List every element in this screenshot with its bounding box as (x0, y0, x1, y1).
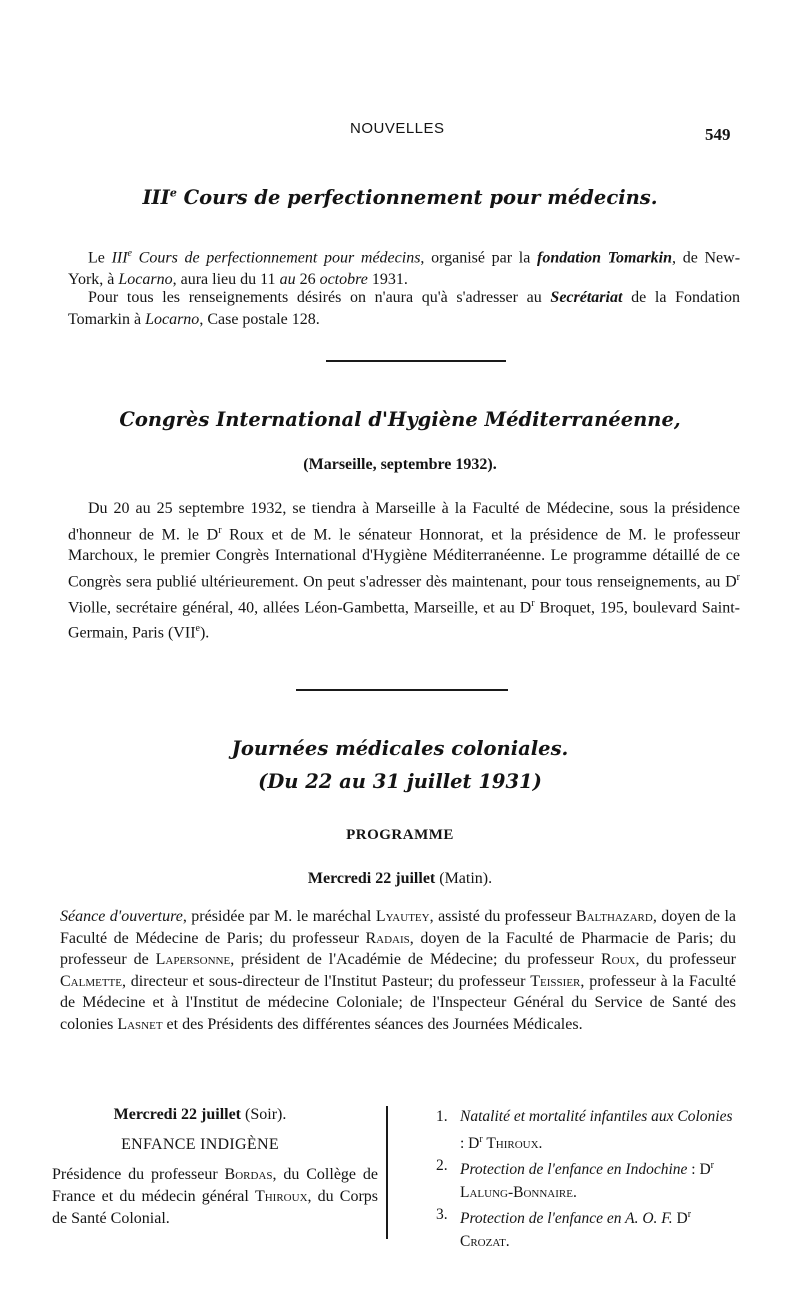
day-heading-soir: Mercredi 22 juillet (Soir). (113, 1106, 287, 1123)
section-title-journees: Journées médicales coloniales. (231, 737, 569, 760)
paragraph-seance: Séance d'ouverture, présidée par M. le maréchal Lyautey, assisté du professeur Balthazard, doyen de la Faculté de Médecine de Paris; du professeur Radais, doyen de la Faculté de Pharmacie de Paris; du professeur de Lapersonne, président de l'Académie de Médecine; du professeur Roux, du professeur Calmette, directeur et sous-directeur de l'Institut Pasteur; du professeur Teissier, professeur à la Faculté de Médecine et à l'Institut de médecine Coloniale; de l'Inspecteur Général du Service de Santé des colonies Lasnet et des Présidents des différentes séances des Journées Médicales. (60, 908, 737, 1033)
divider-rule (326, 360, 506, 362)
journees-dates: (Du 22 au 31 juillet 1931) (258, 770, 542, 793)
congres-subtitle: (Marseille, septembre 1932). (303, 456, 497, 473)
running-title: NOUVELLES (350, 120, 445, 137)
day-heading-matin: Mercredi 22 juillet (Matin). (307, 870, 493, 887)
left-column (52, 1104, 378, 1230)
enfance-heading: ENFANCE INDIGÈNE (121, 1136, 279, 1153)
section-title-congres: Congrès International d'Hygiène Méditerranéenne, (119, 408, 681, 431)
paragraph-cours-2: Pour tous les renseignements désirés on n'aura qu'à s'adresser au Secrétariat de la Fondation Tomarkin à Locarno, Case postale 128. (68, 289, 740, 328)
list-item: 1. Natalité et mortalité infantiles aux Colonies : $D^r$ Thiroux. (436, 1108, 733, 1152)
column-divider (386, 1106, 388, 1239)
paragraph-cours-1: Le IIIe Cours de perfectionnement pour médecins, organisé par la fondation Tomarkin, de New-York, à Locarno, aura lieu du 11 au 26 octobre 1931. (68, 248, 741, 288)
list-item: 2. Protection de l'enfance en Indochine : $D^r$ Lalung-Bonnaire. (436, 1157, 715, 1201)
right-column (436, 1106, 736, 1253)
programme-heading: PROGRAMME (346, 827, 454, 843)
presidence-text: Présidence du professeur Bordas, du Collège de France et du médecin général Thiroux, du Corps de Santé Colonial. (52, 1166, 378, 1227)
paragraph-congres: Du 20 au 25 septembre 1932, se tiendra à Marseille à la Faculté de Médecine, sous la présidence d'honneur de M. le $D^r$ Roux et de M. le sénateur Honnorat, et la présidence de M. le professeur Marchoux, le premier Congrès International d'Hygiène Méditerranéenne. Le programme détaillé de ce Congrès sera publié ultérieurement. On peut s'adresser dès maintenant, pour tous renseignements, au $D^r$ Violle, secrétaire général, 40, allées Léon-Gambetta, Marseille, et au $D^r$ Broquet, 195, boulevard Saint-Germain, Paris (VIIe). (68, 500, 740, 642)
page-number: 549 (705, 125, 731, 144)
divider-rule (296, 689, 508, 691)
section-title-cours: IIIe Cours de perfectionnement pour médecins. (142, 186, 658, 209)
list-item: 3. Protection de l'enfance en A. O. F. $D^r$ Crozat. (436, 1206, 692, 1250)
